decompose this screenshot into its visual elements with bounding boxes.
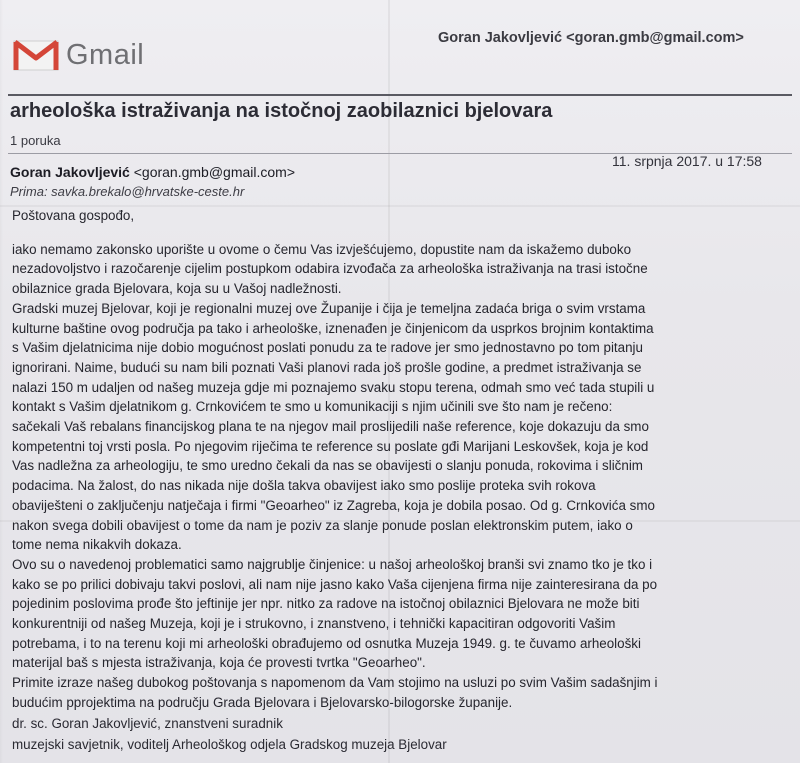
greeting: Poštovana gospođo, xyxy=(12,208,135,223)
paragraph-gap xyxy=(12,226,790,240)
body-line: nalazi 150 m udaljen od našeg muzeja gdje mi poznajemo svaku stopu terena, odmah smo već tada stupili u xyxy=(12,379,655,395)
sender-email: <goran.gmb@gmail.com> xyxy=(133,164,296,180)
signature-line: muzejski savjetnik, voditelj Arheološkog odjela Gradskog muzeja Bjelovar xyxy=(12,737,447,752)
body-line: s Vašim djelatnicima nije dobio mogućnost poslati ponudu za te radove jer smo jednostavno po tom pitanju xyxy=(12,340,643,356)
body-line: Ovo su o navedenoj problematici samo najgrublje činjenice: u našoj arheološkoj branši svi znamo tko je tko i xyxy=(12,556,653,572)
email-subject: arheološka istraživanja na istočnoj zaobilaznici bjelovara xyxy=(10,100,553,122)
body-line: Gradski muzej Bjelovar, koji je regionalni muzej ove Županije i čija je temeljna zadaća briga o svim vrstama xyxy=(12,300,646,316)
body-line: kontakt s Vašim djelatnikom g. Crnkovićem te smo u komunikaciji s njim učinili sve što nam je rečeno: xyxy=(12,399,613,415)
body-line: kompetentni toj vrsti posla. Po njegovim riječima te reference su poslate gđi Marijani Leskovšek, koja je kod xyxy=(12,438,649,454)
body-line: obaviješteni o zaključenju natječaja i firmi "Geoarheo" iz Zagreba, koja je dobila posao. Od g. Crnkovića smo xyxy=(12,497,655,513)
body-line: obilaznice grada Bjelovara, koja su u Vašoj nadležnosti. xyxy=(12,281,342,297)
gmail-envelope-icon xyxy=(12,38,60,72)
sender-line xyxy=(10,164,295,180)
body-line: Vas nadležna za arheologiju, te smo uredno čekali da nas se obavijesti o slanju ponuda, rokovima i sličnim xyxy=(12,458,643,474)
body-line: ignorirani. Naime, budući su nam bili poznati Vaši planovi rada još prošle godine, a predmet istraživanja se xyxy=(12,359,642,375)
body-line: sačekali Vaš rebalans financijskog plana te na njegov mail proslijedili naše reference, koje dokazuju da smo xyxy=(12,419,649,435)
message-date: 11. srpnja 2017. u 17:58 xyxy=(612,153,762,169)
body-line: potrebama, i to na terenu koji mi arheološki obrađujemo od osnutka Muzeja 1949. g. te čuvamo arheološki xyxy=(12,635,641,651)
gmail-logo xyxy=(12,38,144,72)
signature-block xyxy=(12,713,447,755)
message-count: 1 poruka xyxy=(10,133,61,148)
body-line: podacima. Na žalost, do nas nikada nije došla takva obavijest iako smo poslije proteka svih rokova xyxy=(12,478,596,494)
body-line: budućim pprojektima na području Grada Bjelovara i Bjelovarsko-bilogorske županije. xyxy=(12,694,513,710)
sender-name: Goran Jakovljević xyxy=(10,164,130,180)
body-line: pojedinim poslovima prođe što jeftinije jer npr. nitko za radove na istočnoj obilaznici Bjelovara ne može biti xyxy=(12,596,640,612)
body-line: materijal baš s mjesta istraživanja, koja će provesti tvrtka "Geoarheo". xyxy=(12,655,426,671)
message-body xyxy=(12,206,790,713)
body-line: nakon svega dobili obavijest o tome da nam je poziv za slanje ponude poslan elektronskim putem, iako o xyxy=(12,517,633,533)
body-line: tome nema nikakvih dokaza. xyxy=(12,537,182,553)
recipient-line: Prima: savka.brekalo@hrvatske-ceste.hr xyxy=(10,184,245,199)
body-line: iako nemamo zakonsko uporište u ovome o čemu Vas izvješćujemo, dopustite nam da iskažemo duboko xyxy=(12,241,632,257)
account-address: Goran Jakovljević <goran.gmb@gmail.com> xyxy=(438,30,744,46)
body-line: nezadovoljstvo i razočarenje cijelim postupkom odabira izvođača za arheološka istraživanja na trasi istočne xyxy=(12,261,648,277)
body-line: Primite izraze našeg dubokog poštovanja s napomenom da Vam stojimo na usluzi po svim Vašim sadašnjim i xyxy=(12,675,658,691)
header-divider xyxy=(8,94,792,96)
signature-line: dr. sc. Goran Jakovljević, znanstveni suradnik xyxy=(12,716,283,731)
gmail-wordmark: Gmail xyxy=(66,38,145,71)
body-line: konkurentniji od našeg Muzeja, koji je i strukovno, i znanstveno, i tehnički kapacitiran odgovoriti Vašim xyxy=(12,616,616,632)
body-line: kulturne baštine ovog područja pa tako i arheološke, iznenađen je činjenicom da usprkos brojnim kontaktima xyxy=(12,320,654,336)
body-line: kako se po prilici dobivaju takvi poslovi, ali nam nije jasno kako Vaša cijenjena firma nije zainteresirana da po xyxy=(12,576,658,592)
